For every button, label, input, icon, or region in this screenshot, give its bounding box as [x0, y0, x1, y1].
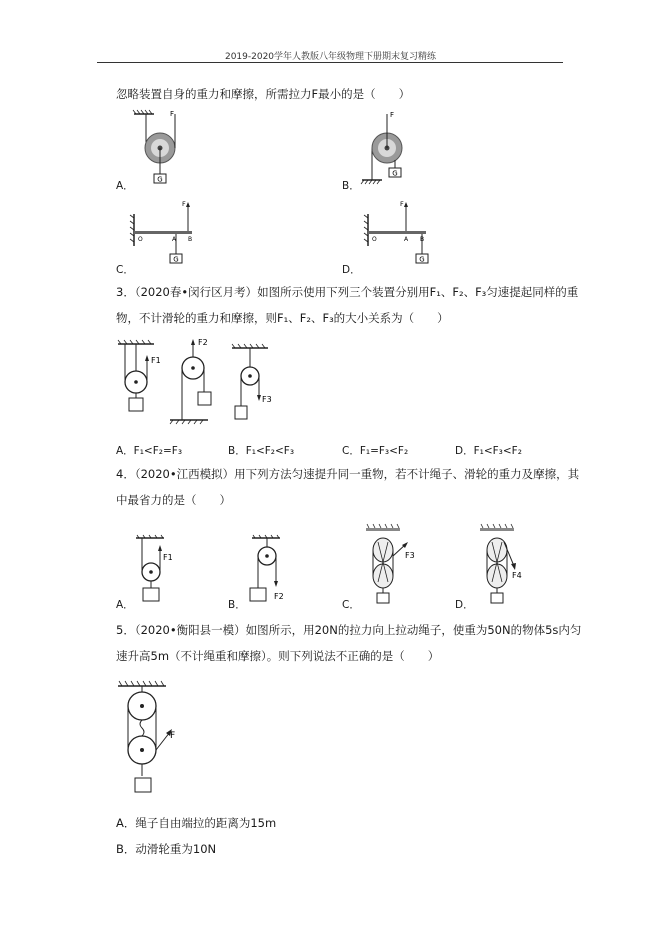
q2-figure-b [360, 108, 420, 188]
q2a-g-label: G [157, 175, 163, 184]
q3-stem-line1: 3．（2020春•闵行区月考）如图所示使用下列三个装置分别用F₁、F₂、F₃匀速提起同样的重 [116, 285, 579, 299]
q4-label-f4: F4 [512, 571, 522, 580]
svg-text:G: G [173, 255, 179, 264]
svg-text:F: F [182, 200, 186, 208]
header-divider [97, 62, 563, 63]
q5-figure [116, 676, 196, 806]
q2-figure-d [362, 198, 432, 270]
q5-option-b: B．动滑轮重为10N [116, 842, 217, 856]
svg-text:F: F [170, 110, 175, 118]
svg-text:O: O [372, 236, 377, 243]
svg-text:G: G [392, 169, 398, 178]
q4-option-c: C． [342, 599, 360, 611]
q3-label-f3: F3 [262, 395, 272, 404]
q4-stem-line1: 4．（2020•江西模拟）用下列方法匀速提升同一重物，若不计绳子、滑轮的重力及摩擦，其 [116, 467, 580, 481]
q4-figure-c [360, 520, 430, 608]
q3-label-f1: F1 [151, 356, 161, 365]
q4-figure-b [246, 534, 296, 606]
svg-text:G: G [419, 255, 425, 264]
q3-option-c: C．F₁=F₃<F₂ [342, 445, 409, 457]
q2-stem: 忽略装置自身的重力和摩擦，所需拉力F最小的是（ ） [116, 87, 411, 101]
q4-figure-d [474, 520, 544, 608]
q2-option-c: C． [116, 264, 134, 276]
q2-figure-c [128, 198, 198, 270]
q4-stem-line2: 中最省力的是（ ） [116, 493, 231, 507]
q5-stem-line2: 速升高5m（不计绳重和摩擦）。则下列说法不正确的是（ ） [116, 649, 440, 663]
svg-text:F: F [400, 200, 404, 208]
q3-option-d: D．F₁<F₃<F₂ [455, 445, 522, 457]
q4-option-a: A． [116, 599, 134, 611]
q4-label-f1: F1 [163, 553, 173, 562]
q4-figure-a [130, 534, 180, 606]
svg-text:B: B [420, 236, 425, 243]
q3-label-f2: F2 [198, 338, 208, 347]
svg-text:F: F [390, 111, 395, 119]
svg-text:B: B [188, 236, 193, 243]
q5-stem-line1: 5．（2020•衡阳县一模）如图所示，用20N的拉力向上拉动绳子，使重为50N的物体5s内匀 [116, 623, 582, 637]
q4-option-b: B． [228, 599, 246, 611]
q3-option-a: A．F₁<F₂=F₃ [116, 445, 183, 457]
q4-option-d: D． [455, 599, 474, 611]
q3-figure [116, 336, 286, 428]
q3-option-b: B．F₁<F₂<F₃ [228, 445, 295, 457]
q5-option-a: A．绳子自由端拉的距离为15m [116, 816, 277, 830]
page-header: 2019-2020学年人教版八年级物理下册期末复习精练 [224, 52, 437, 62]
q2-option-b: B． [342, 180, 360, 192]
q2-option-d: D． [342, 264, 361, 276]
svg-text:O: O [138, 236, 143, 243]
svg-text:A: A [404, 236, 409, 243]
q2-option-a: A． [116, 180, 134, 192]
q2-figure-a [130, 108, 190, 188]
q3-stem-line2: 物，不计滑轮的重力和摩擦，则F₁、F₂、F₃的大小关系为（ ） [116, 311, 449, 325]
q4-label-f2: F2 [274, 592, 284, 601]
q5-label-f: F [170, 731, 176, 741]
q4-label-f3: F3 [405, 551, 415, 560]
svg-text:A: A [172, 236, 177, 243]
